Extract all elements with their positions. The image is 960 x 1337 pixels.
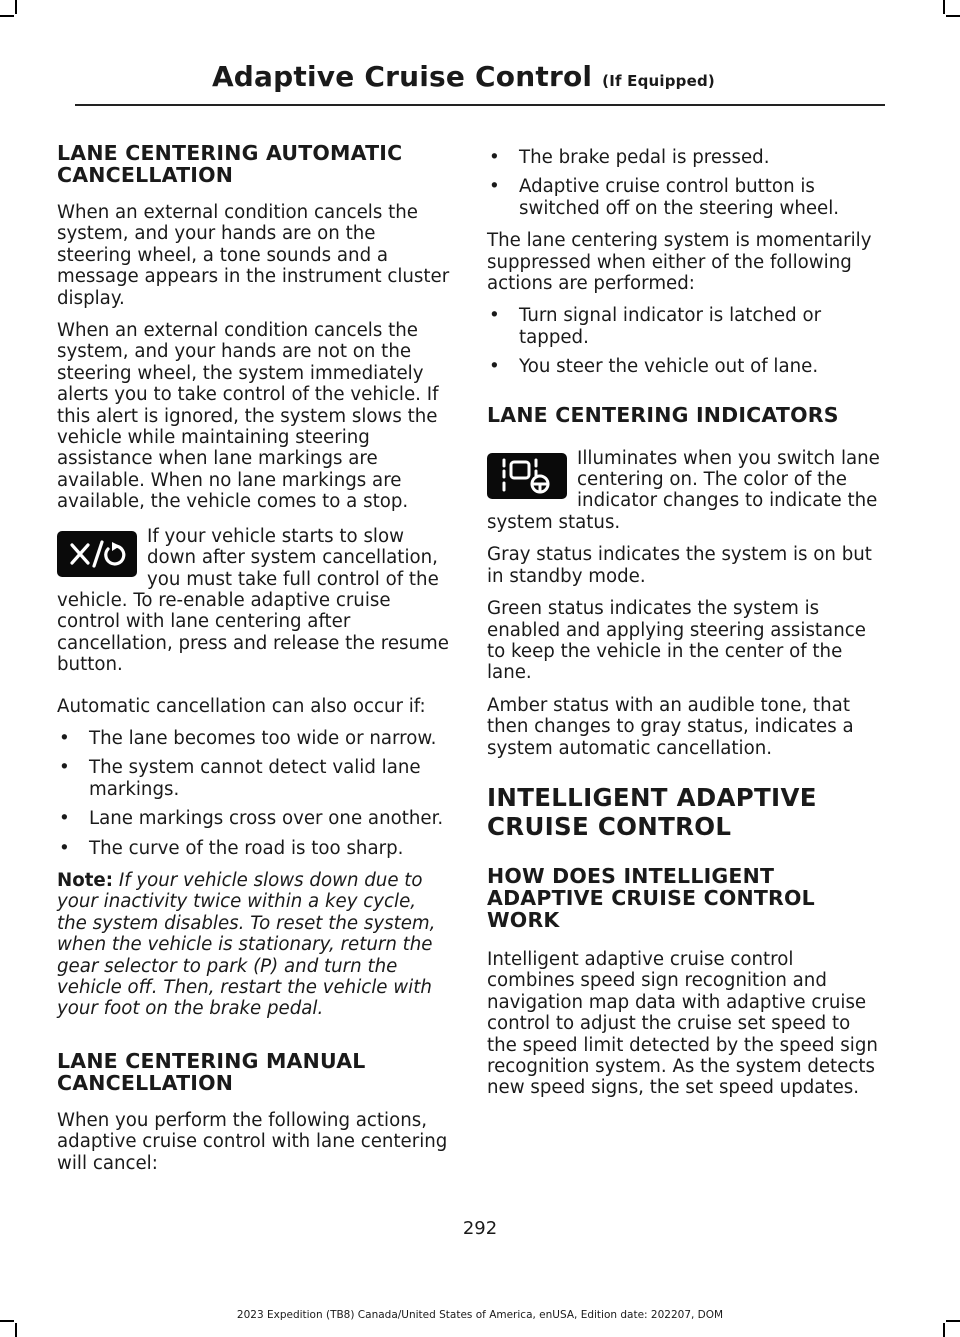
paragraph: If your vehicle starts to slow down after system cancellation, you must take full control of the vehicle. To re-enable adaptive cruise control with lane centering after cancellation, press and release the resume button. <box>57 525 449 676</box>
list-item: • You steer the vehicle out of lane. <box>487 356 883 377</box>
paragraph: Automatic cancellation can also occur if: <box>57 695 426 717</box>
list-item: • The curve of the road is too sharp. <box>57 838 450 859</box>
page-title-suffix: (If Equipped) <box>602 72 715 90</box>
section-heading-indicators: LANE CENTERING INDICATORS <box>487 402 839 427</box>
crop-mark <box>943 1323 945 1337</box>
left-column <box>57 142 450 1185</box>
paragraph: Intelligent adaptive cruise control combines speed sign recognition and navigation map data with adaptive cruise control to adjust the cruise set speed to the speed limit detected by the speed sign recognition system. As the system detects new speed signs, the set speed updates. <box>487 948 878 1099</box>
header-rule <box>75 104 885 106</box>
cancel-conditions-list <box>57 728 450 859</box>
footer-text: 2023 Expedition (TB8) Canada/United States of America, enUSA, Edition date: 202207, DOM <box>236 1309 724 1321</box>
page-number: 292 <box>462 1218 498 1239</box>
paragraph: Gray status indicates the system is on but in standby mode. <box>487 544 872 587</box>
lane-centering-icon <box>487 453 567 499</box>
paragraph: When you perform the following actions, adaptive cruise control with lane centering will cancel: <box>57 1109 448 1174</box>
right-column <box>487 147 883 1110</box>
list-item: • Adaptive cruise control button is switched off on the steering wheel. <box>487 176 883 219</box>
cancel-resume-icon <box>57 531 137 577</box>
chapter-heading-line-1: INTELLIGENT ADAPTIVE <box>487 782 817 812</box>
list-item: • The system cannot detect valid lane markings. <box>57 757 450 800</box>
paragraph: Illuminates when you switch lane centering on. The color of the indicator changes to indicate the system status. <box>487 447 880 533</box>
crop-mark <box>15 1323 17 1337</box>
paragraph: When an external condition cancels the system, and your hands are on the steering wheel, a tone sounds and a message appears in the instrument cluster display. <box>57 202 450 309</box>
crop-mark <box>946 15 960 17</box>
note <box>57 870 450 1020</box>
manual-cancel-list <box>487 147 883 219</box>
page-title <box>212 60 715 93</box>
note-label: Note: <box>57 869 114 891</box>
list-item: • Turn signal indicator is latched or tapped. <box>487 305 883 348</box>
paragraph: Amber status with an audible tone, that then changes to gray status, indicates a system automatic cancellation. <box>487 694 854 759</box>
crop-mark <box>15 0 17 14</box>
section-heading-how-it-works: HOW DOES INTELLIGENT ADAPTIVE CRUISE CONTROL WORK <box>487 863 815 932</box>
note-text: If your vehicle slows down due to your inactivity twice within a key cycle, the system disables. To reset the system, when the vehicle is stationary, return the gear selector to park (P) and turn the vehicle off. Then, restart the vehicle with your foot on the brake pedal. <box>57 869 436 1020</box>
paragraph: When an external condition cancels the system, and your hands are not on the steering wheel, the system immediately alerts you to take control of the vehicle. If this alert is ignored, the system slows the vehicle while maintaining steering assistance when lane markings are available. When no lane markings are available, the vehicle comes to a stop. <box>57 320 439 513</box>
suppression-list <box>487 305 883 377</box>
paragraph: Green status indicates the system is enabled and applying steering assistance to keep the vehicle in the center of the lane. <box>487 598 866 684</box>
paragraph: The lane centering system is momentarily suppressed when either of the following actions are performed: <box>487 230 872 295</box>
crop-mark <box>0 15 14 17</box>
list-item: • The brake pedal is pressed. <box>487 147 883 168</box>
section-heading-manual-cancel: LANE CENTERING MANUAL CANCELLATION <box>57 1048 366 1095</box>
list-item: • The lane becomes too wide or narrow. <box>57 728 450 749</box>
chapter-heading-line-2: CRUISE CONTROL <box>487 811 732 841</box>
crop-mark <box>943 0 945 14</box>
list-item: • Lane markings cross over one another. <box>57 808 450 829</box>
section-heading-auto-cancel: LANE CENTERING AUTOMATIC CANCELLATION <box>57 141 403 187</box>
page-title-main: Adaptive Cruise Control <box>211 60 593 93</box>
